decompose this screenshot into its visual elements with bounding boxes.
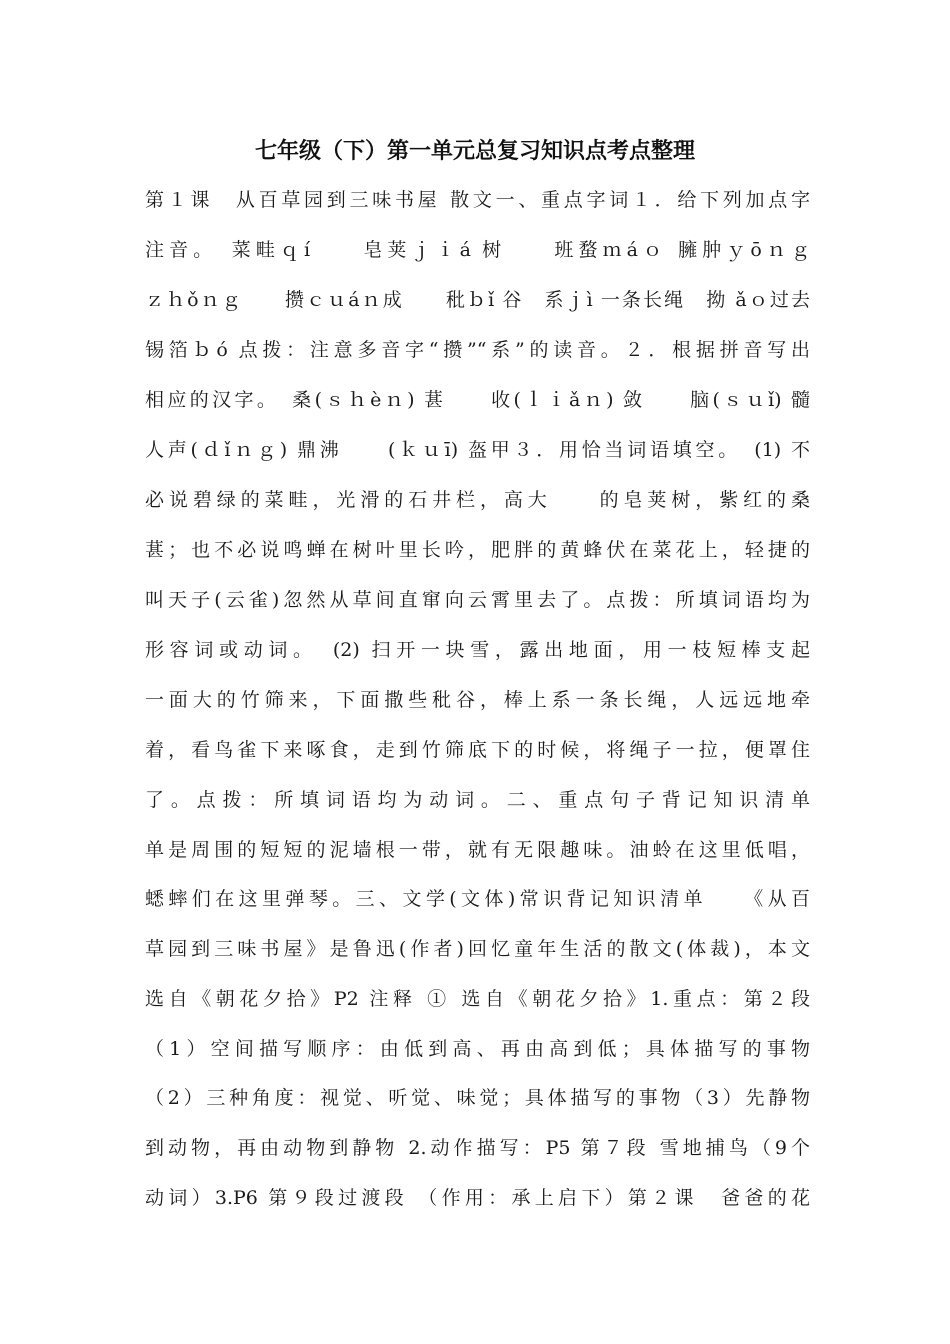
- text-line-12: 着，看鸟雀下来啄食，走到竹筛底下的时候，将绳子一拉，便罩住: [145, 739, 810, 761]
- text-line-10: 形容词或动词。 (2) 扫开一块雪，露出地面，用一枝短棒支起: [145, 639, 810, 661]
- text-line-14: 单是周围的短短的泥墙根一带，就有无限趣味。油蛉在这里低唱，: [145, 839, 810, 861]
- document-title: 七年级（下）第一单元总复习知识点考点整理: [254, 139, 695, 164]
- text-line-18: （1）空间描写顺序：由低到高、再由高到低；具体描写的事物: [145, 1038, 810, 1060]
- text-line-2: 注音。 菜畦ｑí 皂荚ｊｉá 树 班蝥ｍáｏ 臃肿ｙōｎｇ: [145, 239, 810, 261]
- text-line-8: 葚；也不必说鸣蝉在树叶里长吟，肥胖的黄蜂伏在菜花上，轻捷的: [145, 539, 810, 561]
- text-line-4: 锡箔ｂó 点拨：注意多音字“攒”“系”的读音。２．根据拼音写出: [145, 339, 810, 361]
- text-line-16: 草园到三味书屋》是鲁迅(作者)回忆童年生活的散文(体裁)，本文: [145, 938, 810, 960]
- text-line-7: 必说碧绿的菜畦，光滑的石井栏，高大 的皂荚树，紫红的桑: [145, 489, 810, 511]
- text-line-20: 到动物，再由动物到静物 2.动作描写：P5 第７段 雪地捕鸟（9个: [145, 1137, 810, 1159]
- text-line-11: 一面大的竹筛来，下面撒些秕谷，棒上系一条长绳，人远远地牵: [145, 689, 810, 711]
- text-line-17: 选自《朝花夕拾》P2 注释 ① 选自《朝花夕拾》1.重点：第２段: [145, 988, 810, 1010]
- text-line-5: 相应的汉字。 桑(ｓｈèｎ) 葚 收(ｌｉǎｎ) 敛 脑(ｓｕǐ) 髓: [145, 389, 810, 411]
- text-line-9: 叫天子(云雀)忽然从草间直窜向云霄里去了。点拨：所填词语均为: [145, 589, 810, 611]
- text-line-13: 了。点拨：所填词语均为动词。二、重点句子背记知识清单: [145, 789, 810, 811]
- text-line-15: 蟋蟀们在这里弹琴。三、文学(文体)常识背记知识清单 《从百: [145, 888, 810, 910]
- text-line-21: 动词）3.P6 第９段过渡段 （作用：承上启下）第２课 爸爸的花: [145, 1187, 810, 1209]
- text-line-6: 人声(ｄǐｎｇ) 鼎沸 (ｋｕī) 盔甲３．用恰当词语填空。 (1) 不: [145, 439, 810, 461]
- text-line-3: ｚｈǒｎｇ 攒ｃｕáｎ成 秕ｂǐ 谷 系ｊì 一条长绳 拗 ǎｏ过去: [145, 289, 810, 311]
- text-line-19: （2）三种角度：视觉、听觉、味觉；具体描写的事物（3）先静物: [145, 1087, 810, 1109]
- text-line-1: 第１课 从百草园到三味书屋 散文一、重点字词１．给下列加点字: [145, 189, 810, 211]
